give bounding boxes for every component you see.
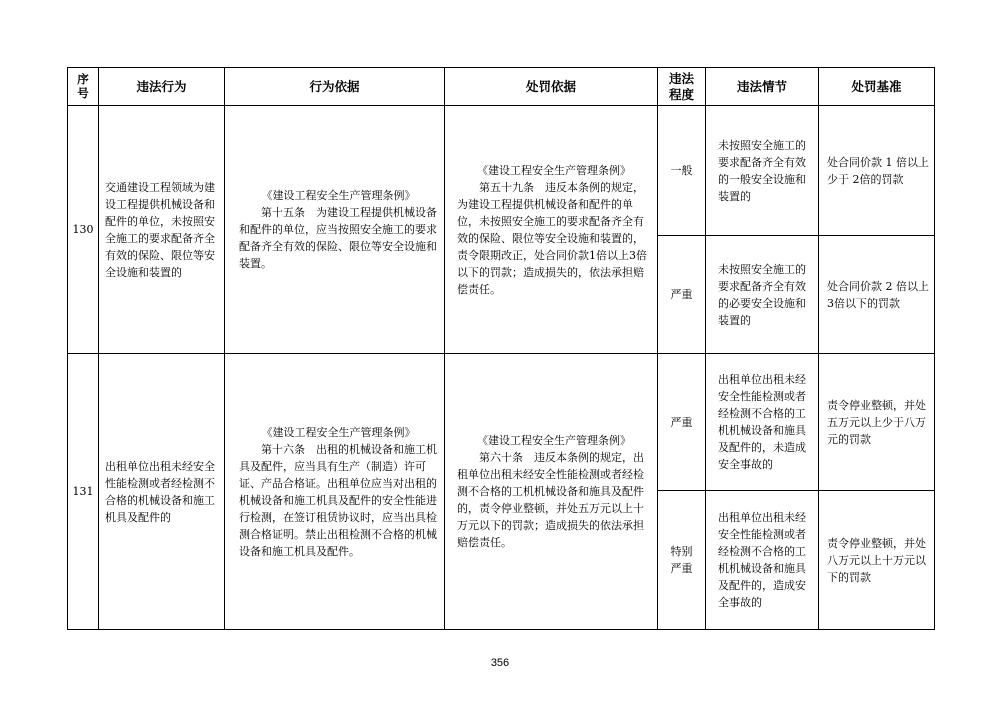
- row-number: 131: [68, 354, 99, 630]
- header-penalty-basis: 处罚依据: [445, 68, 658, 106]
- penalty-law-name: 《建设工程安全生产管理条例》: [477, 434, 631, 447]
- violation-act: 出租单位出租未经安全性能检测或者经检测不合格的机械设备和施工机具及配件的: [99, 354, 225, 630]
- penalty-article: 第六十条 违反本条例的规定，出租单位出租未经安全性能检测或者经检测不合格的工机机械设备和施具及配件的，责令停业整顿，并处五万元以上十万元以下的罚款；造成损失的依法承担赔偿责任。: [457, 451, 644, 549]
- degree-cell: 严重: [658, 236, 706, 354]
- degree-cell: 特别严重: [658, 491, 706, 630]
- behavior-basis: [225, 354, 445, 630]
- penalty-article: 第五十九条 违反本条例的规定，为建设工程提供机械设备和配件的单位，未按照安全施工的要求配备齐全有效的保险、限位等安全设施和装置的，责令限期改正，处合同价款1倍以上3倍以下的罚款；造成损失的，依法承担赔偿责任。: [457, 180, 647, 296]
- header-degree: 违法程度: [658, 68, 706, 106]
- table-row: [68, 106, 935, 236]
- header-row: [68, 68, 935, 106]
- header-standard: 处罚基准: [819, 68, 935, 106]
- penalty-basis: [445, 106, 658, 354]
- circumstance-cell: 出租单位出租未经安全性能检测或者经检测不合格的工机机械设备和施具及配件的，造成安全事故的: [706, 491, 819, 630]
- header-no: 序号: [68, 68, 99, 106]
- header-act: 违法行为: [99, 68, 225, 106]
- circumstance-cell: 未按照安全施工的要求配备齐全有效的必要安全设施和装置的: [706, 236, 819, 354]
- standard-cell: 责令停业整顿，并处五万元以上少于八万元的罚款: [819, 354, 935, 491]
- table-row: [68, 354, 935, 491]
- row-number: 130: [68, 106, 99, 354]
- standard-cell: 处合同价款 1 倍以上少于 2倍的罚款: [819, 106, 935, 236]
- degree-cell: 严重: [658, 354, 706, 491]
- page-number: 356: [490, 657, 510, 669]
- penalty-law-name: 《建设工程安全生产管理条例》: [477, 163, 631, 177]
- standard-cell: 处合同价款 2 倍以上 3倍以下的罚款: [819, 236, 935, 354]
- basis-article: 第十六条 出租的机械设备和施工机具及配件，应当具有生产（制造）许可证、产品合格证。出租单位应当对出租的机械设备和施工机具及配件的安全性能进行检测，在签订租赁协议时，应当出具检测合格证明。禁止出租检测不合格的机械设备和施工机具及配件。: [239, 442, 437, 558]
- degree-cell: 一般: [658, 106, 706, 236]
- header-basis: 行为依据: [225, 68, 445, 106]
- basis-law-name: 《建设工程安全生产管理条例》: [261, 189, 416, 202]
- circumstance-cell: 出租单位出租未经安全性能检测或者经检测不合格的工机机械设备和施具及配件的，未造成安全事故的: [706, 354, 819, 491]
- circumstance-cell: 未按照安全施工的要求配备齐全有效的一般安全设施和装置的: [706, 106, 819, 236]
- regulation-table: [67, 67, 935, 630]
- penalty-basis: [445, 354, 658, 630]
- standard-cell: 责令停业整顿，并处八万元以上十万元以下的罚款: [819, 491, 935, 630]
- behavior-basis: [225, 106, 445, 354]
- basis-article: 第十五条 为建设工程提供机械设备和配件的单位，应当按照安全施工的要求配备齐全有效的保险、限位等安全设施和装置。: [239, 206, 437, 270]
- header-circumstance: 违法情节: [706, 68, 819, 106]
- violation-act: 交通建设工程领域为建设工程提供机械设备和配件的单位，未按照安全施工的要求配备齐全有效的保险、限位等安全设施和装置的: [99, 106, 225, 354]
- basis-law-name: 《建设工程安全生产管理条例》: [261, 425, 416, 439]
